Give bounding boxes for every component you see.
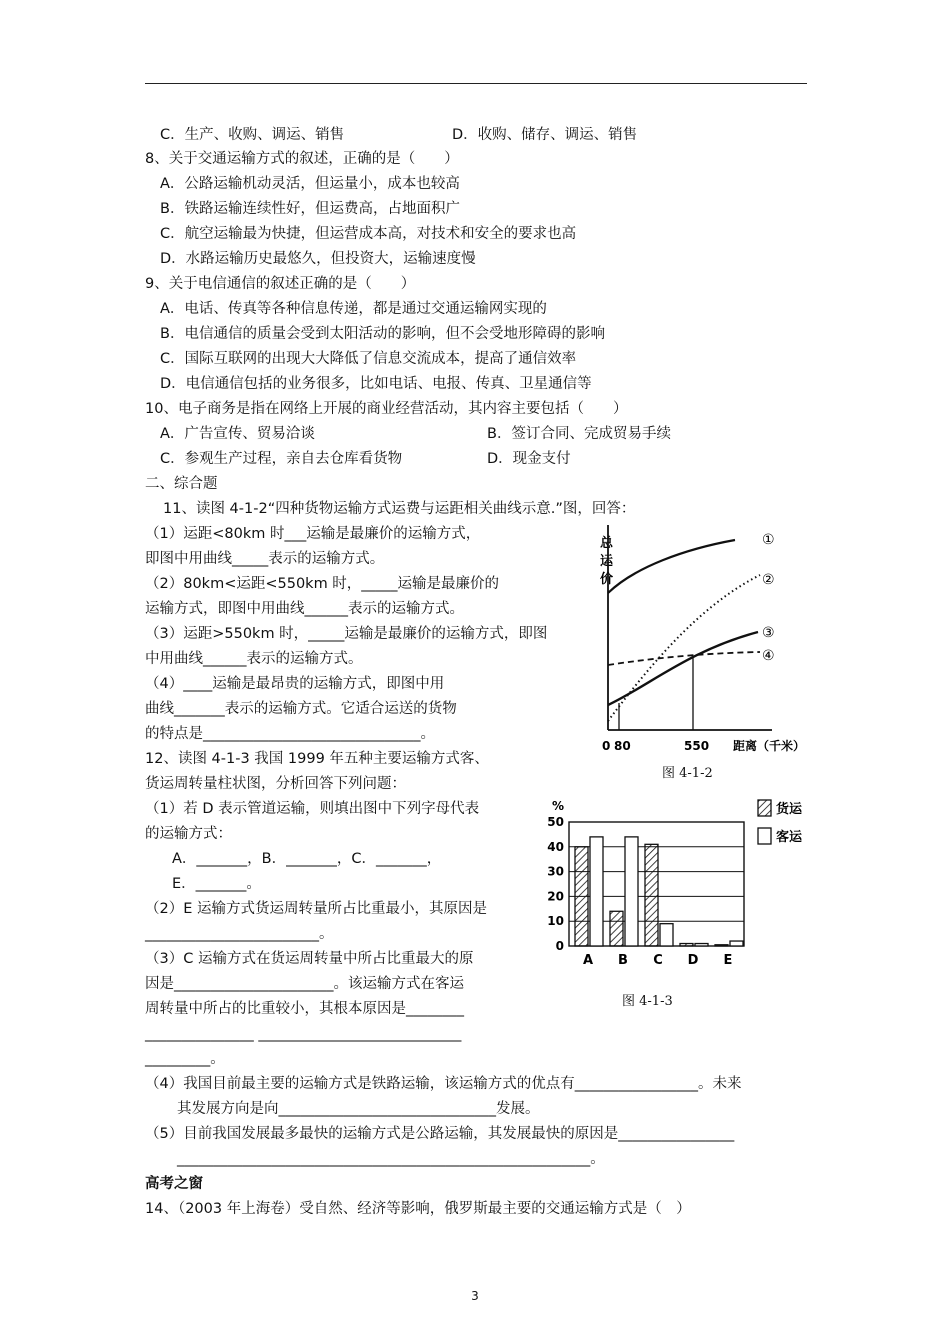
bar-passenger-D [695,944,708,946]
q12-part4-line1: （4）我国目前最主要的运输方式是铁路运输，该运输方式的优点有_________________。未来 [145,1076,742,1092]
q9-option-a: A．电话、传真等各种信息传递，都是通过交通运输网实现的 [160,301,547,317]
chart-ylabel: % [552,799,565,813]
q8-option-d: D．水路运输历史最悠久，但投资大，运输速度慢 [160,251,476,267]
q11-stem: 11、读图 4-1-2“四种货物运输方式运费与运距相关曲线示意.”图，回答： [163,501,636,517]
legend-label-freight: 货运 [776,802,803,817]
section-title: 二、综合题 [145,476,218,492]
y-tick-label: 30 [547,864,564,879]
bar-passenger-C [660,924,673,946]
q9-option-b: B．电信通信的质量会受到太阳活动的影响，但不会受地形障碍的影响 [160,326,605,342]
q12-stem-line2: 货运周转量柱状图，分析回答下列问题： [145,776,406,792]
bar-passenger-B [625,837,638,946]
y-tick-label: 50 [547,815,564,829]
q10-option-c: C．参观生产过程，亲自去仓库看货物 [160,451,403,467]
q12-part2-line2: ________________________。 [145,926,334,942]
q11-part3-line1: （3）运距>550km 时，_____运输是最廉价的运输方式，即图 [145,626,548,642]
figure-4-1-3-chart [542,798,812,978]
header-rule [145,83,807,84]
legend-swatch-passenger [758,828,771,844]
bar-freight-E [715,945,728,946]
q10-stem: 10、电子商务是指在网络上开展的商业经营活动，其内容主要包括（ ） [145,401,628,417]
figure-4-1-2-caption: 图 4-1-2 [662,766,713,781]
q8-option-a: A．公路运输机动灵活，但运量小，成本也较高 [160,176,460,192]
gaokao-section-title: 高考之窗 [145,1176,203,1192]
page-number: 3 [471,1289,479,1303]
q11-part2-line2: 运输方式，即图中用曲线______表示的运输方式。 [145,601,464,617]
curve-3 [608,632,758,705]
q12-part3-line4: _______________ ____________________________ [145,1026,462,1042]
ylabel-char-3: 价 [600,572,614,587]
q12-part4-line2: 其发展方向是向______________________________发展。 [177,1101,540,1117]
bar-freight-B [610,911,623,946]
q12-part3-line2: 因是______________________。该运输方式在客运 [145,976,464,992]
bar-passenger-E [730,941,743,946]
q12-part1-line1: （1）若 D 表示管道运输，则填出图中下列字母代表 [145,801,480,817]
q11-part1-line1: （1）运距<80km 时___运输是最廉价的运输方式， [145,526,481,542]
bar-freight-D [680,944,693,946]
q7-option-d: D．收购、储存、调运、销售 [452,127,638,143]
q8-stem: 8、关于交通运输方式的叙述，正确的是（ ） [145,151,459,167]
curve-1-label: ① [762,532,775,548]
q12-stem-line1: 12、读图 4-1-3 我国 1999 年五种主要运输方式客、 [145,751,489,767]
figure-4-1-3-caption: 图 4-1-3 [622,994,673,1009]
curve-4-label: ④ [762,648,775,664]
figure-4-1-2 [590,525,810,785]
curve-2-label: ② [762,572,775,588]
q11-part4-line2: 曲线_______表示的运输方式。它适合运送的货物 [145,701,457,717]
q12-part3-line3: 周转量中所占的比重较小，其根本原因是________ [145,1001,464,1017]
q12-part1-line2: 的运输方式： [145,826,232,842]
q12-part3-line5: _________。 [145,1051,225,1067]
q12-part3-line1: （3）C 运输方式在货运周转量中所占比重最大的原 [145,951,474,967]
curve-2 [608,575,760,721]
x-category-label: C [653,953,663,968]
ylabel-char-2: 运 [600,554,614,569]
q11-part4-line3: 的特点是______________________________。 [145,726,435,742]
xlabel: 距离（千米） [733,739,806,753]
bar-passenger-A [590,837,603,946]
q7-option-c: C．生产、收购、调运、销售 [160,127,345,143]
x80-label: 80 [614,739,631,753]
bar-freight-A [575,847,588,946]
legend-label-passenger: 客运 [776,830,803,845]
q10-option-b: B．签订合同、完成贸易手续 [487,426,671,442]
q12-part2-line1: （2）E 运输方式货运周转量所占比重最小，其原因是 [145,901,487,917]
q14-stem: 14、（2003 年上海卷）受自然、经济等影响，俄罗斯最主要的交通运输方式是（ ） [145,1201,691,1217]
q11-part2-line1: （2）80km<运距<550km 时，_____运输是最廉价的 [145,576,500,592]
origin-label: 0 [602,739,611,753]
q10-option-a: A．广告宣传、贸易洽谈 [160,426,315,442]
y-tick-label: 20 [547,889,564,904]
y-tick-label: 40 [547,839,564,854]
x550-label: 550 [684,739,710,753]
q9-stem: 9、关于电信通信的叙述正确的是（ ） [145,276,416,292]
x-category-label: B [618,953,628,968]
q8-option-c: C．航空运输最为快捷，但运营成本高，对技术和安全的要求也高 [160,226,577,242]
curve-1 [608,540,735,593]
bar-freight-C [645,844,658,946]
q9-option-d: D．电信通信包括的业务很多，比如电话、电报、传真、卫星通信等 [160,376,592,392]
q12-part1-line3: A．_______，B．_______，C．_______， [172,851,442,867]
q12-part1-line4: E．_______。 [172,876,261,892]
x-category-label: D [687,953,699,968]
legend-swatch-freight [758,800,771,816]
q12-part5-line1: （5）目前我国发展最多最快的运输方式是公路运输，其发展最快的原因是________________ [145,1126,735,1142]
q12-part5-line2: _________________________________________________________。 [177,1151,605,1167]
q8-option-b: B．铁路运输连续性好，但运费高，占地面积广 [160,201,460,217]
q10-option-d: D．现金支付 [487,451,571,467]
q11-part4-line1: （4）____运输是最昂贵的运输方式，即图中用 [145,676,445,692]
q9-option-c: C．国际互联网的出现大大降低了信息交流成本，提高了通信效率 [160,351,577,367]
y-tick-label: 10 [547,914,564,929]
q11-part3-line2: 中用曲线______表示的运输方式。 [145,651,363,667]
x-category-label: E [723,953,733,968]
q11-part1-line2: 即图中用曲线_____表示的运输方式。 [145,551,385,567]
curve-3-label: ③ [762,625,775,641]
ylabel-char-1: 总 [600,536,614,551]
y-tick-label: 0 [555,939,564,953]
x-category-label: A [582,953,594,968]
